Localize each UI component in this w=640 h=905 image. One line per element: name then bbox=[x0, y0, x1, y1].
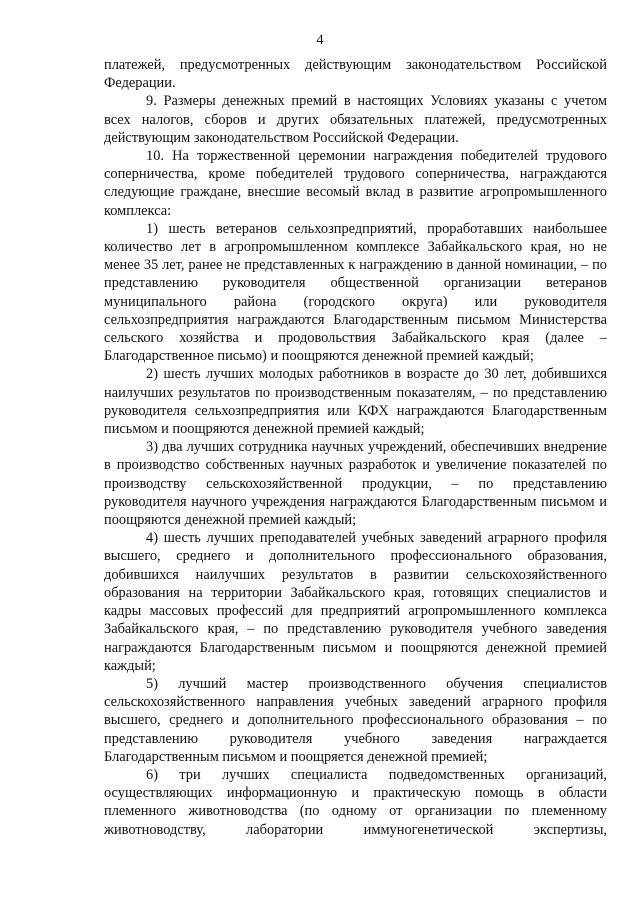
page-number: 4 bbox=[316, 32, 324, 48]
subparagraph-4: 4) шесть лучших преподавателей учебных заведений аграрного профиля высшего, среднего и дополнительного профессионального образования, добившихся наилучших результатов в развитии сельскохозяйственного образования на территории Забайкальского края, готовящих специалистов и кадры массовых профессий для предприятий агропромышленного комплекса Забайкальского края, – по представлению руководителя учебного заведения награждаются Благодарственным письмом и поощряются денежной премией каждый; bbox=[104, 530, 607, 674]
document-body bbox=[104, 56, 607, 839]
subparagraph-5: 5) лучший мастер производственного обучения специалистов сельскохозяйственного направления учебных заведений аграрного профиля высшего, среднего и дополнительного профессионального образования – по представлению руководителя учебного заведения награждается Благодарственным письмом и поощряется денежной премией; bbox=[104, 675, 607, 765]
subparagraph-6: 6) три лучших специалиста подведомственных организаций, осуществляющих информационную и практическую помощь в области племенного животноводства (по одному от организации по племенному животноводству, лаборатории иммуногенетической экспертизы, bbox=[104, 766, 607, 838]
subparagraph-1: 1) шесть ветеранов сельхозпредприятий, проработавших наибольшее количество лет в агропромышленном комплексе Забайкальского края, но не менее 35 лет, ранее не представленных к награждению в данной номинации, – по представлению руководителя общественной организации ветеранов муниципального района (городского округа) или руководителя сельхозпредприятия награждаются Благодарственным письмом Министерства сельского хозяйства и продовольствия Забайкальского края (далее – Благодарственное письмо) и поощряются денежной премией каждый; bbox=[104, 220, 607, 365]
paragraph-item-10: 10. На торжественной церемонии награждения победителей трудового соперничества, кроме победителей трудового соперничества, награждаются следующие граждане, внесшие весомый вклад в развитие агропромышленного комплекса: bbox=[104, 148, 607, 219]
subparagraph-3: 3) два лучших сотрудника научных учреждений, обеспечивших внедрение в производство собственных научных разработок и увеличение показателей по производству сельскохозяйственной продукции, – по представлению руководителя научного учреждения награждаются Благодарственным письмом и поощряются денежной премией каждый; bbox=[104, 439, 607, 529]
paragraph-item-9: 9. Размеры денежных премий в настоящих Условиях указаны с учетом всех налогов, сборов и других обязательных платежей, предусмотренных действующим законодательством Российской Федерации. bbox=[104, 93, 607, 146]
paragraph-continuation: платежей, предусмотренных действующим законодательством Российской Федерации. bbox=[104, 57, 607, 92]
subparagraph-2: 2) шесть лучших молодых работников в возрасте до 30 лет, добившихся наилучших результатов по производственным показателям, – по представлению руководителя сельхозпредприятия или КФХ награждаются Благодарственным письмом и поощряются денежной премией каждый; bbox=[104, 366, 607, 438]
